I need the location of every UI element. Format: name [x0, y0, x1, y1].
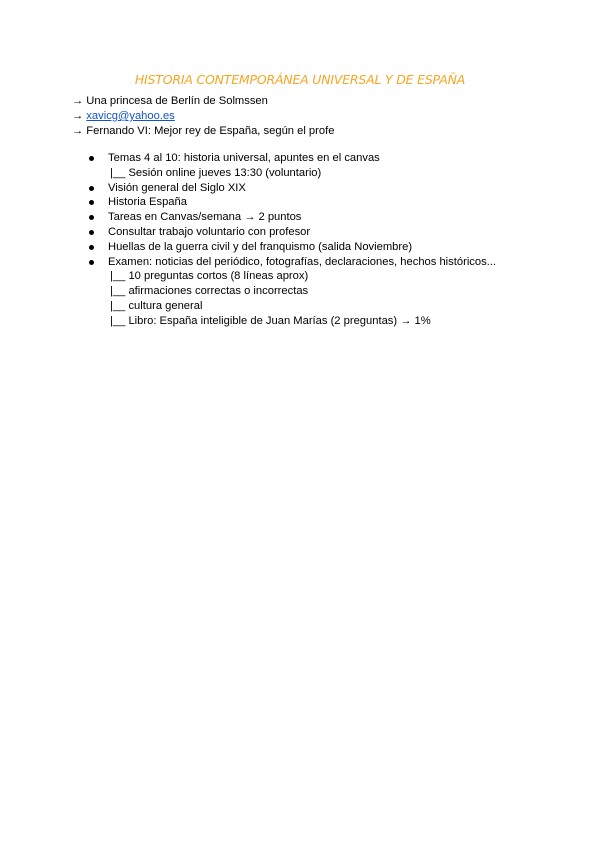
sub-item-sesion: |__ Sesión online jueves 13:30 (voluntario): [110, 166, 322, 179]
sub-item-preguntas: |__ 10 preguntas cortos (8 líneas aprox): [110, 270, 309, 283]
list-item-temas: Temas 4 al 10: historia universal, apuntes en el canvas: [72, 151, 542, 166]
list-item-huellas: Huellas de la guerra civil y del franquismo (salida Noviembre): [72, 240, 542, 255]
intro-notes: [72, 94, 542, 139]
email-link[interactable]: xavicg@yahoo.es: [86, 110, 175, 122]
sub-item-afirmaciones: |__ afirmaciones correctas o incorrectas: [110, 285, 309, 298]
list-item-trabajo-voluntario: Consultar trabajo voluntario con profesor: [72, 225, 542, 240]
list-item-historia-espana: Historia España: [72, 195, 542, 210]
list-item-examen: Examen: noticias del periódico, fotografías, declaraciones, hechos históricos...: [72, 255, 542, 270]
notes-list: [72, 151, 542, 329]
intro-line-king: → Fernando VI: Mejor rey de España, según el profe: [72, 125, 335, 137]
intro-line-princess: → Una princesa de Berlín de Solmssen: [72, 95, 268, 107]
document-title: HISTORIA CONTEMPORÁNEA UNIVERSAL Y DE ESPAÑA: [134, 72, 466, 87]
arrow-prefix: →: [72, 110, 84, 122]
sub-item-libro: |__ Libro: España inteligible de Juan Marías (2 preguntas) → 1%: [110, 314, 431, 327]
list-item-tareas: Tareas en Canvas/semana → 2 puntos: [72, 210, 542, 225]
sub-item-cultura: |__ cultura general: [110, 299, 203, 312]
intro-line-email: [72, 109, 542, 124]
list-item-siglo-xix: Visión general del Siglo XIX: [72, 181, 542, 196]
